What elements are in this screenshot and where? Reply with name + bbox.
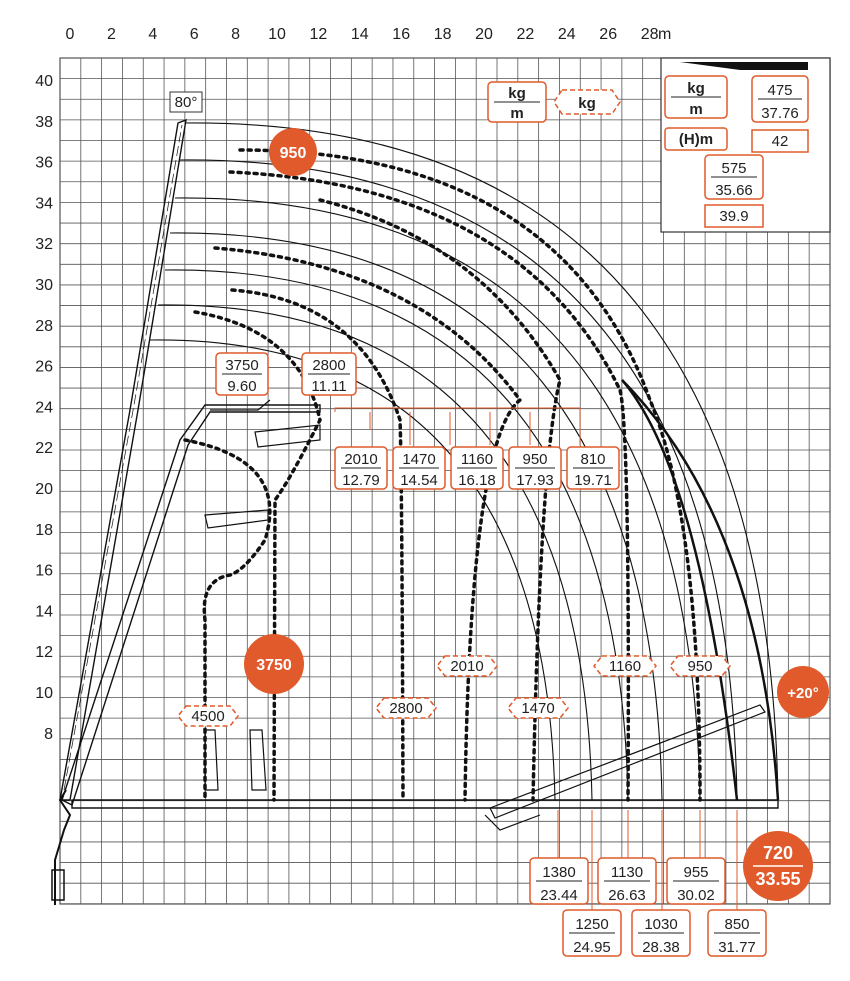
angle-text: 80°: [174, 94, 198, 111]
bottom-box-4: [632, 910, 690, 956]
y-tick-label: 38: [35, 113, 53, 131]
legend-a-height: [752, 130, 808, 152]
crane-base: [52, 870, 64, 900]
x-tick-label: 4: [148, 26, 158, 43]
y-tick-label: 24: [35, 399, 53, 417]
y-tick-label: 34: [35, 195, 53, 213]
boom-mid: [62, 405, 320, 805]
bottom-box-5-bottom: 30.02: [677, 887, 715, 904]
mid-box-4: [509, 447, 561, 489]
tag-4500-text: 4500: [191, 708, 225, 725]
bottom-box-1-top: 1380: [542, 864, 576, 881]
tag-1470-text: 1470: [521, 700, 555, 717]
mid-box-3-top: 1160: [460, 451, 494, 468]
load-curve-4500: [185, 440, 270, 800]
load-curve-2010: [215, 248, 520, 800]
bottom-box-6-top: 850: [724, 916, 750, 933]
bottom-box-1-bottom: 23.44: [540, 887, 578, 904]
y-axis-ticks: [35, 73, 53, 743]
tag-1160-text: 1160: [608, 658, 642, 675]
y-tick-label: 18: [35, 521, 53, 539]
crane-column: [55, 790, 70, 905]
mid-box-1-bottom: 12.79: [342, 472, 380, 489]
bottom-box-1: [530, 858, 588, 904]
y-tick-label: 26: [35, 358, 53, 376]
x-tick-label: 0: [65, 26, 75, 43]
mid-box-5-bottom: 19.71: [574, 472, 612, 489]
jib-box-1: [216, 353, 268, 395]
legend-kg-per-m-top: kg: [687, 80, 705, 97]
bottom-box-5-top: 955: [683, 864, 709, 881]
tag-2800: [376, 698, 436, 718]
x-axis-unit: m: [658, 26, 672, 43]
badge-end-bottom: 33.55: [755, 869, 801, 889]
outer-curve-1: [622, 380, 737, 800]
tag-4500: [178, 706, 238, 726]
legend-kg-per-m-bottom: m: [689, 101, 703, 118]
x-tick-label: 12: [309, 26, 328, 43]
x-tick-label: 6: [189, 26, 199, 43]
legend-b: [705, 155, 763, 199]
y-tick-label: 14: [35, 603, 53, 621]
jib-fold-2: [205, 510, 268, 528]
x-tick-label: 10: [268, 26, 286, 43]
x-tick-label: 28: [640, 26, 659, 43]
y-tick-label: 10: [35, 685, 53, 702]
legend-hm-text: (H)m: [678, 131, 714, 148]
bottom-box-5: [667, 858, 725, 904]
y-tick-label: 40: [35, 73, 53, 90]
header-kg-text: kg: [578, 95, 596, 112]
legend-b-height: [705, 205, 763, 227]
badge-3750-text: 3750: [256, 657, 292, 674]
x-tick-label: 20: [475, 26, 493, 43]
bottom-box-4-top: 1030: [644, 916, 678, 933]
x-tick-label: 2: [106, 26, 116, 43]
x-tick-label: 14: [350, 26, 369, 43]
header-kg-per-m-top: kg: [508, 85, 526, 102]
jib-box-2-top: 2800: [312, 357, 346, 374]
tag-1470: [508, 698, 568, 718]
bottom-box-2: [563, 910, 621, 956]
bottom-box-3-bottom: 26.63: [608, 887, 646, 904]
y-tick-label: 22: [35, 440, 53, 458]
y-tick-label: 12: [35, 644, 53, 662]
mid-box-3-bottom: 16.18: [458, 472, 496, 489]
bottom-box-3-top: 1130: [610, 864, 644, 881]
x-tick-label: 26: [599, 26, 618, 43]
bottom-box-6-bottom: 31.77: [718, 939, 756, 956]
legend-b-top: 575: [721, 160, 747, 177]
badge-angle-text: +20°: [787, 685, 819, 702]
x-tick-label: 18: [433, 26, 452, 43]
tag-2010-text: 2010: [450, 658, 484, 675]
x-tick-label: 24: [557, 26, 576, 43]
x-tick-label: 22: [516, 26, 535, 43]
bottom-box-2-top: 1250: [575, 916, 609, 933]
reach-curve: [175, 198, 700, 800]
badge-angle: [777, 666, 829, 718]
mid-box-4-top: 950: [522, 451, 548, 468]
header-kg-per-m: [488, 82, 546, 122]
legend-b-bottom: 35.66: [715, 182, 753, 199]
header-kg-per-m-bottom: m: [510, 105, 524, 122]
badge-950-text: 950: [279, 145, 307, 162]
y-tick-label: 20: [35, 481, 53, 498]
legend-a: [752, 76, 808, 122]
mid-box-1: [335, 447, 387, 489]
x-tick-label: 16: [392, 26, 411, 43]
tag-950: [670, 656, 730, 676]
reach-curve: [165, 270, 628, 800]
tag-2800-text: 2800: [389, 700, 423, 717]
jib-box-2-bottom: 11.11: [311, 378, 347, 395]
badge-end-top: 720: [762, 843, 794, 863]
legend-b-height-text: 39.9: [719, 208, 749, 225]
tag-2010: [437, 656, 497, 676]
y-tick-label: 30: [35, 277, 53, 294]
bottom-box-2-bottom: 24.95: [573, 939, 611, 956]
y-tick-label: 32: [35, 236, 53, 254]
boom-horizontal: [72, 800, 778, 808]
y-tick-label: 8: [44, 725, 53, 743]
mid-box-2-top: 1470: [402, 451, 436, 468]
angle-label: [170, 92, 202, 112]
x-tick-label: 8: [231, 26, 241, 43]
y-tick-label: 16: [35, 562, 53, 580]
y-tick-label: 36: [35, 154, 53, 172]
header-kg: [554, 90, 620, 114]
mid-box-2-bottom: 14.54: [400, 472, 438, 489]
jib-box-1-bottom: 9.60: [227, 378, 257, 395]
boom-80: [60, 120, 186, 800]
jib-box-2: [302, 353, 356, 395]
jib-box-1-top: 3750: [225, 357, 259, 374]
bottom-box-3: [598, 858, 656, 904]
boom-horizontal-inner: [100, 800, 490, 808]
badge-3750: [244, 634, 304, 694]
mid-box-5: [567, 447, 619, 489]
legend-hm: [665, 128, 727, 150]
badge-950: [269, 128, 317, 176]
mid-box-2: [393, 447, 445, 489]
legend-a-height-text: 42: [771, 133, 789, 150]
mid-box-4-bottom: 17.93: [516, 472, 554, 489]
mid-box-5-top: 810: [580, 451, 606, 468]
x-axis-ticks: [66, 26, 659, 43]
boom-20-hook: [485, 815, 540, 830]
tag-1160: [594, 656, 656, 676]
y-tick-label: 28: [35, 317, 53, 335]
legend-a-top: 475: [767, 82, 793, 99]
crane-boom-drawings: [52, 120, 778, 905]
mid-box-3: [451, 447, 503, 489]
bottom-box-6: [708, 910, 766, 956]
mid-box-1-top: 2010: [344, 451, 378, 468]
bottom-box-4-bottom: 28.38: [642, 939, 680, 956]
legend-kg-per-m: [665, 76, 727, 118]
tag-950-text: 950: [687, 658, 713, 675]
legend-a-bottom: 37.76: [761, 105, 799, 122]
badge-end: [743, 831, 813, 901]
